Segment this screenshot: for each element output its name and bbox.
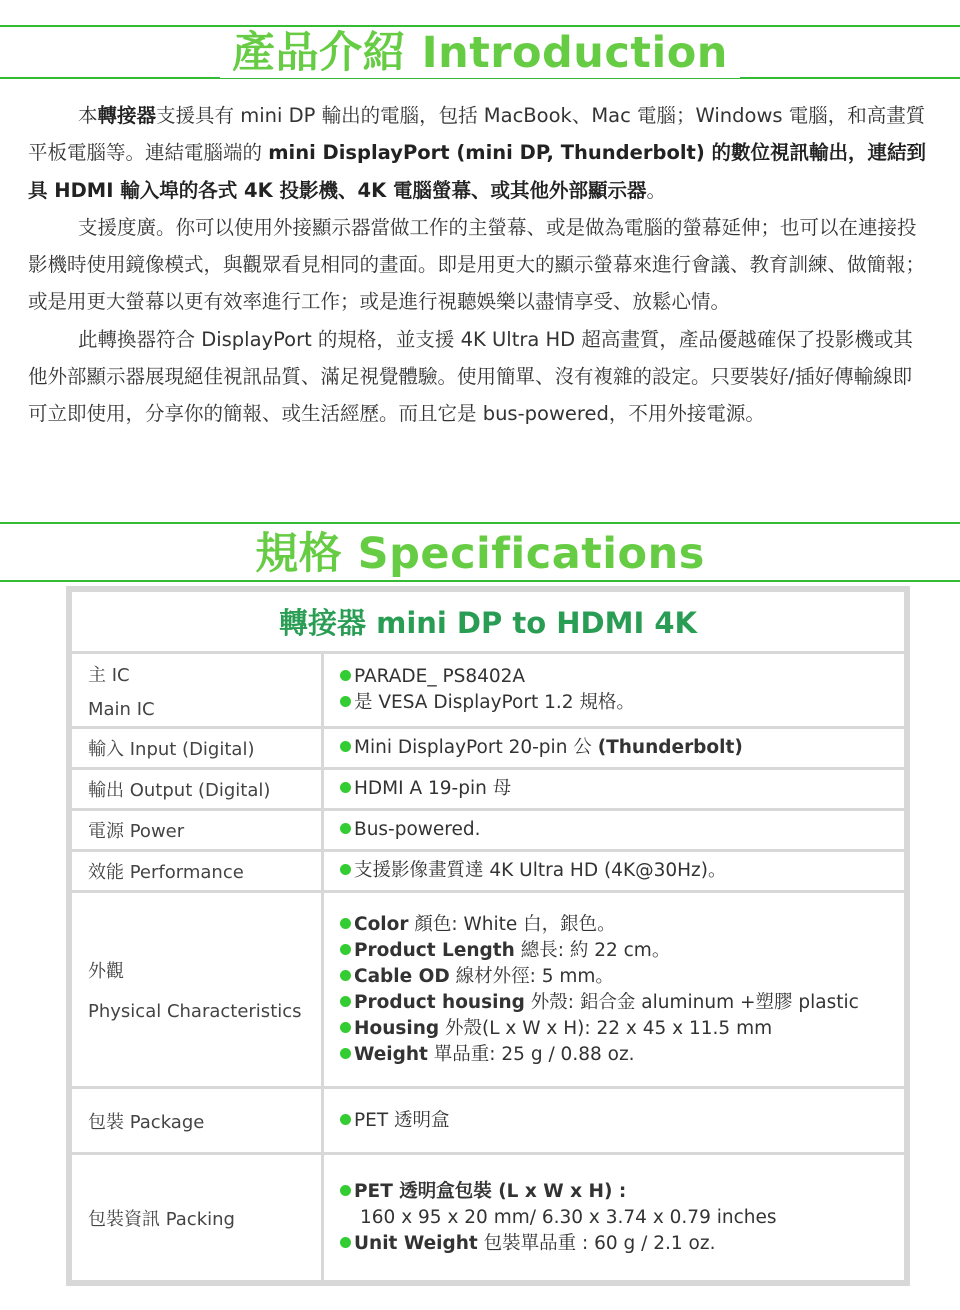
table-row: 輸入 Input (Digital) Mini DisplayPort 20-pin 公 (Thunderbolt) bbox=[71, 728, 906, 769]
intro-section-header bbox=[0, 25, 960, 79]
table-row: 主 IC Main IC PARADE_ PS8402A 是 VESA DisplayPort 1.2 規格。 bbox=[71, 653, 906, 728]
label-power: 電源 Power bbox=[71, 810, 323, 851]
label-performance: 效能 Performance bbox=[71, 851, 323, 892]
label-output: 輸出 Output (Digital) bbox=[71, 769, 323, 810]
label-package: 包裝 Package bbox=[71, 1088, 323, 1154]
spec-table bbox=[66, 586, 910, 1286]
bullet-icon bbox=[340, 918, 351, 929]
label-physical-en: Physical Characteristics bbox=[88, 1001, 302, 1022]
bullet-icon bbox=[340, 1114, 351, 1125]
bullet-icon bbox=[340, 670, 351, 681]
spec-title: 規格 Specifications bbox=[243, 529, 717, 579]
bullet-icon bbox=[340, 696, 351, 707]
bullet-icon bbox=[340, 741, 351, 752]
table-row: 包裝 Package PET 透明盒 bbox=[71, 1088, 906, 1154]
bullet-icon bbox=[340, 1022, 351, 1033]
intro-paragraph-1: 本轉接器支援具有 mini DP 輸出的電腦，包括 MacBook、Mac 電腦；Windows 電腦，和高畫質平板電腦等。連結電腦端的 mini DisplayPort (mini DP, Thunderbolt) 的數位視訊輸出，連結到具 HDMI 輸入埠的各式 4K 投影機、4K 電腦螢幕、或其他外部顯示器。 bbox=[28, 104, 927, 202]
bullet-icon bbox=[340, 782, 351, 793]
spec-section-header bbox=[0, 522, 960, 582]
bullet-icon bbox=[340, 944, 351, 955]
table-row: 外觀 Physical Characteristics Color 顏色: White 白，銀色。 Product Length 總長: 約 22 cm。 Cable OD 線材外徑: 5 mm。 Product housing 外殼: 鋁合金 aluminum +塑膠 plastic Housing 外殼(L x W x H): 22 x 45 x 11.5 mm Weight 單品重: 25 g / 0.88 oz. bbox=[71, 892, 906, 1088]
bullet-icon bbox=[340, 864, 351, 875]
intro-text bbox=[28, 97, 928, 433]
table-row: 包裝資訊 Packing PET 透明盒包裝 (L x W x H) : 160 x 95 x 20 mm/ 6.30 x 3.74 x 0.79 inches Unit Weight 包裝單品重 : 60 g / 2.1 oz. bbox=[71, 1154, 906, 1282]
bullet-icon bbox=[340, 970, 351, 981]
bullet-icon bbox=[340, 1237, 351, 1248]
table-title: 轉接器 mini DP to HDMI 4K bbox=[71, 591, 906, 653]
label-main-ic-zh: 主 IC bbox=[88, 664, 130, 686]
bullet-icon bbox=[340, 1185, 351, 1196]
label-physical-zh: 外觀 bbox=[88, 961, 124, 982]
table-row: 效能 Performance 支援影像畫質達 4K Ultra HD (4K@30Hz)。 bbox=[71, 851, 906, 892]
label-packing: 包裝資訊 Packing bbox=[71, 1154, 323, 1282]
table-row: 電源 Power Bus-powered. bbox=[71, 810, 906, 851]
intro-paragraph-2: 支援度廣。你可以使用外接顯示器當做工作的主螢幕、或是做為電腦的螢幕延伸；也可以在連接投影機時使用鏡像模式，與觀眾看見相同的畫面。即是用更大的顯示螢幕來進行會議、教育訓練、做簡報；或是用更大螢幕以更有效率進行工作；或是進行視聽娛樂以盡情享受、放鬆心情。 bbox=[28, 215, 926, 314]
bullet-icon bbox=[340, 823, 351, 834]
label-main-ic-en: Main IC bbox=[88, 698, 155, 720]
bullet-icon bbox=[340, 1048, 351, 1059]
intro-title: 產品介紹 Introduction bbox=[220, 28, 740, 78]
label-input: 輸入 Input (Digital) bbox=[71, 728, 323, 769]
intro-paragraph-3: 此轉換器符合 DisplayPort 的規格，並支援 4K Ultra HD 超高畫質，產品優越確保了投影機或其他外部顯示器展現絕佳視訊品質、滿足視覺體驗。使用簡單、沒有複雜的設定。只要裝好/插好傳輸線即可立即使用，分享你的簡報、或生活經歷。而且它是 bus-powered，不用外接電源。 bbox=[28, 327, 913, 426]
table-row: 輸出 Output (Digital) HDMI A 19-pin 母 bbox=[71, 769, 906, 810]
bullet-icon bbox=[340, 996, 351, 1007]
